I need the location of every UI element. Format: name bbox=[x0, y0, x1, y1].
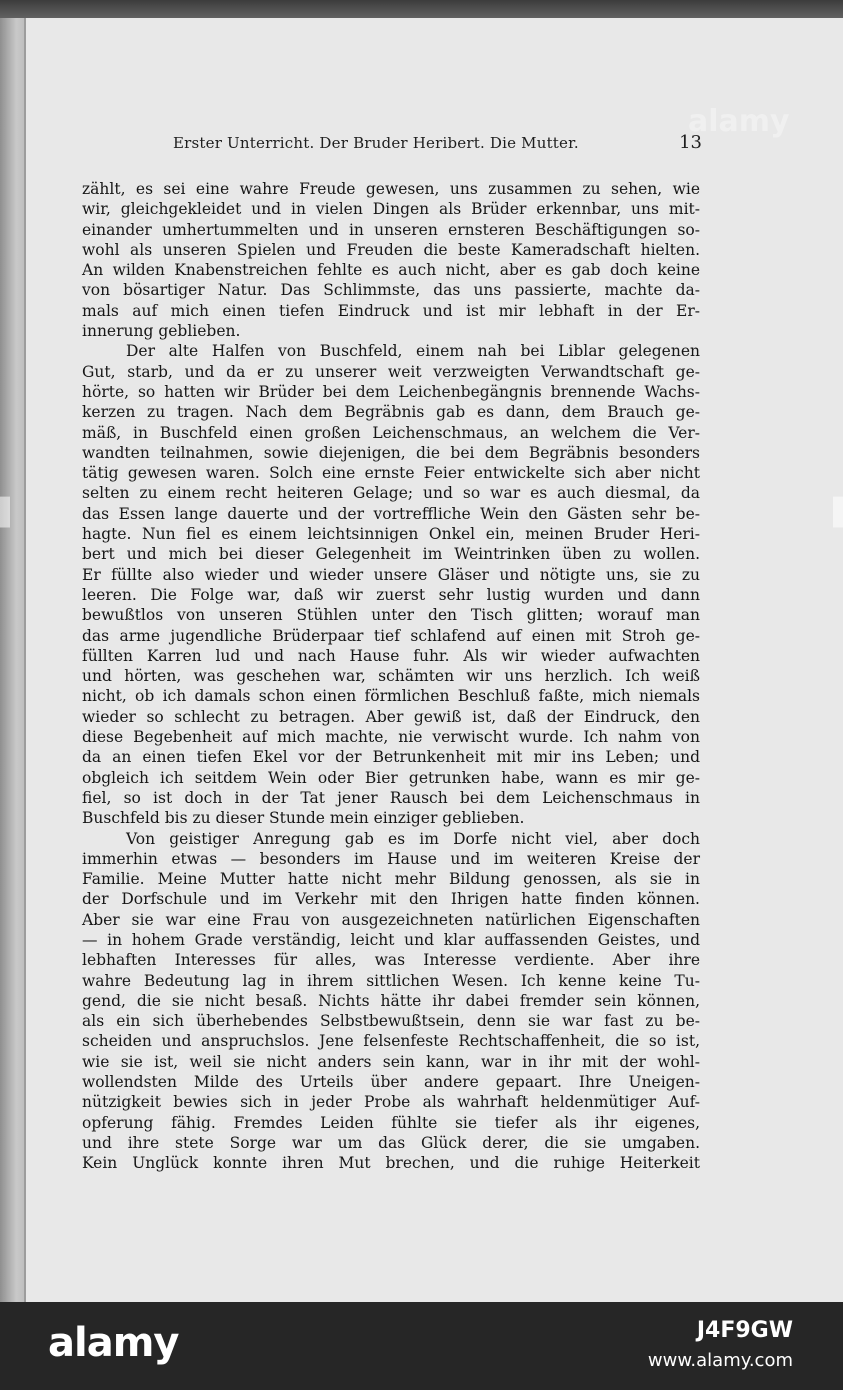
text-line: das Essen lange dauerte und der vortreffliche Wein den Gästen sehr be- bbox=[82, 504, 700, 523]
text-line: zählt, es sei eine wahre Freude gewesen, uns zusammen zu sehen, wie bbox=[82, 180, 700, 198]
text-line: hagte. Nun fiel es einem leichtsinnigen Onkel ein, meinen Bruder Heri- bbox=[82, 525, 700, 544]
text-line: immerhin etwas — besonders im Hause und im weiteren Kreise der bbox=[82, 849, 700, 868]
text-line: Er füllte also wieder und wieder unsere Gläser und nötigte uns, sie zu bbox=[82, 565, 700, 584]
text-line: wahre Bedeutung lag in ihrem sittlichen Wesen. Ich kenne keine Tu- bbox=[82, 971, 700, 990]
text-line: diese Begebenheit auf mich machte, nie verwischt wurde. Ich nahm von bbox=[82, 728, 700, 747]
text-line: und hörten, was geschehen war, schämten wir uns herzlich. Ich weiß bbox=[82, 667, 700, 686]
stock-footer bbox=[0, 1302, 843, 1390]
text-line: und ihre stete Sorge war um das Glück derer, die sie umgaben. bbox=[82, 1133, 700, 1152]
text-line: da an einen tiefen Ekel vor der Betrunkenheit mit mir ins Leben; und bbox=[82, 748, 700, 767]
watermark-edge-left-icon: ▌ bbox=[0, 498, 20, 528]
text-line: mals auf mich einen tiefen Eindruck und ist mir lebhaft in der Er- bbox=[82, 301, 700, 320]
image-id: J4F9GW bbox=[696, 1318, 793, 1343]
text-line: einander umhertummelten und in unseren ernsteren Beschäftigungen so- bbox=[82, 220, 700, 239]
text-line: Gut, starb, und da er zu unserer weit verzweigten Verwandtschaft ge- bbox=[82, 362, 700, 381]
body-text bbox=[82, 179, 700, 1174]
text-line: wollendsten Milde des Urteils über andere gepaart. Ihre Uneigen- bbox=[82, 1073, 700, 1092]
running-header bbox=[170, 132, 710, 158]
text-line: An wilden Knabenstreichen fehlte es auch nicht, aber es gab doch keine bbox=[82, 261, 700, 280]
text-line: füllten Karren lud und nach Hause fuhr. Als wir wieder aufwachten bbox=[82, 646, 700, 665]
text-line: — in hohem Grade verständig, leicht und klar auffassenden Geistes, und bbox=[82, 930, 700, 949]
text-line: hörte, so hatten wir Brüder bei dem Leichenbegängnis brennende Wachs- bbox=[82, 382, 700, 401]
site-url[interactable]: www.alamy.com bbox=[647, 1350, 793, 1371]
text-line: opferung fähig. Fremdes Leiden fühlte sie tiefer als ihr eigenes, bbox=[82, 1113, 700, 1132]
text-line: wie sie ist, weil sie nicht anders sein kann, war in ihr mit der wohl- bbox=[82, 1052, 700, 1071]
text-line: fiel, so ist doch in der Tat jener Rausch bei dem Leichenschmaus in bbox=[82, 788, 700, 807]
text-line: bert und mich bei dieser Gelegenheit im Weintrinken üben zu wollen. bbox=[82, 545, 700, 564]
text-line: wandten teilnahmen, sowie diejenigen, die bei dem Begräbnis besonders bbox=[82, 443, 700, 462]
watermark-mark: alamy bbox=[688, 104, 790, 139]
text-line: selten zu einem recht heiteren Gelage; und so war es auch diesmal, da bbox=[82, 484, 700, 503]
text-line: von bösartiger Natur. Das Schlimmste, das uns passierte, machte da- bbox=[82, 281, 700, 300]
text-line: wohl als unseren Spielen und Freuden die beste Kameradschaft hielten. bbox=[82, 240, 700, 259]
page-number: 13 bbox=[679, 132, 702, 153]
text-line: innerung geblieben. bbox=[82, 322, 241, 341]
text-line: das arme jugendliche Brüderpaar tief schlafend auf einen mit Stroh ge- bbox=[82, 626, 700, 645]
text-line: Buschfeld bis zu dieser Stunde mein einziger geblieben. bbox=[82, 809, 525, 828]
text-line: nützigkeit bewies sich in jeder Probe als wahrhaft heldenmütiger Auf- bbox=[82, 1093, 700, 1112]
text-line: Aber sie war eine Frau von ausgezeichneten natürlichen Eigenschaften bbox=[82, 910, 700, 929]
text-line: scheiden und anspruchslos. Jene felsenfeste Rechtschaffenheit, die so ist, bbox=[82, 1032, 700, 1051]
text-line: der Dorfschule und im Verkehr mit den Ihrigen hatte finden können. bbox=[82, 890, 700, 909]
text-line: Familie. Meine Mutter hatte nicht mehr Bildung genossen, als sie in bbox=[82, 870, 700, 889]
watermark-edge-right-icon: ▐ bbox=[823, 498, 843, 528]
text-line: leeren. Die Folge war, daß wir zuerst sehr lustig wurden und dann bbox=[82, 585, 700, 604]
text-line: tätig gewesen waren. Solch eine ernste Feier entwickelte sich aber nicht bbox=[82, 464, 700, 483]
text-line: Der alte Halfen von Buschfeld, einem nah bei Liblar gelegenen bbox=[126, 342, 700, 361]
text-line: Kein Unglück konnte ihren Mut brechen, und die ruhige Heiterkeit bbox=[82, 1154, 700, 1173]
text-line: nicht, ob ich damals schon einen förmlichen Beschluß faßte, mich niemals bbox=[82, 687, 700, 706]
text-line: bewußtlos von unseren Stühlen unter den Tisch glitten; worauf man bbox=[82, 606, 700, 625]
text-line: mäß, in Buschfeld einen großen Leichenschmaus, an welchem die Ver- bbox=[82, 423, 700, 442]
text-line: kerzen zu tragen. Nach dem Begräbnis gab es dann, dem Brauch ge- bbox=[82, 403, 700, 422]
text-line: als ein sich überhebendes Selbstbewußtsein, denn sie war fast zu be- bbox=[82, 1012, 700, 1031]
running-header-title: Erster Unterricht. Der Bruder Heribert. Die Mutter. bbox=[173, 134, 579, 152]
text-line: wir, gleichgekleidet und in vielen Dingen als Brüder erkennbar, uns mit- bbox=[82, 200, 700, 219]
text-line: Von geistiger Anregung gab es im Dorfe nicht viel, aber doch bbox=[126, 829, 700, 848]
text-line: obgleich ich seitdem Wein oder Bier getrunken habe, wann es mir ge- bbox=[82, 768, 700, 787]
text-line: gend, die sie nicht besaß. Nichts hätte ihr dabei fremder sein können, bbox=[82, 991, 700, 1010]
text-line: wieder so schlecht zu betragen. Aber gewiß ist, daß der Eindruck, den bbox=[82, 707, 700, 726]
brand-logo: alamy bbox=[48, 1320, 179, 1366]
text-line: lebhaften Interesses für alles, was Interesse verdiente. Aber ihre bbox=[82, 951, 700, 970]
